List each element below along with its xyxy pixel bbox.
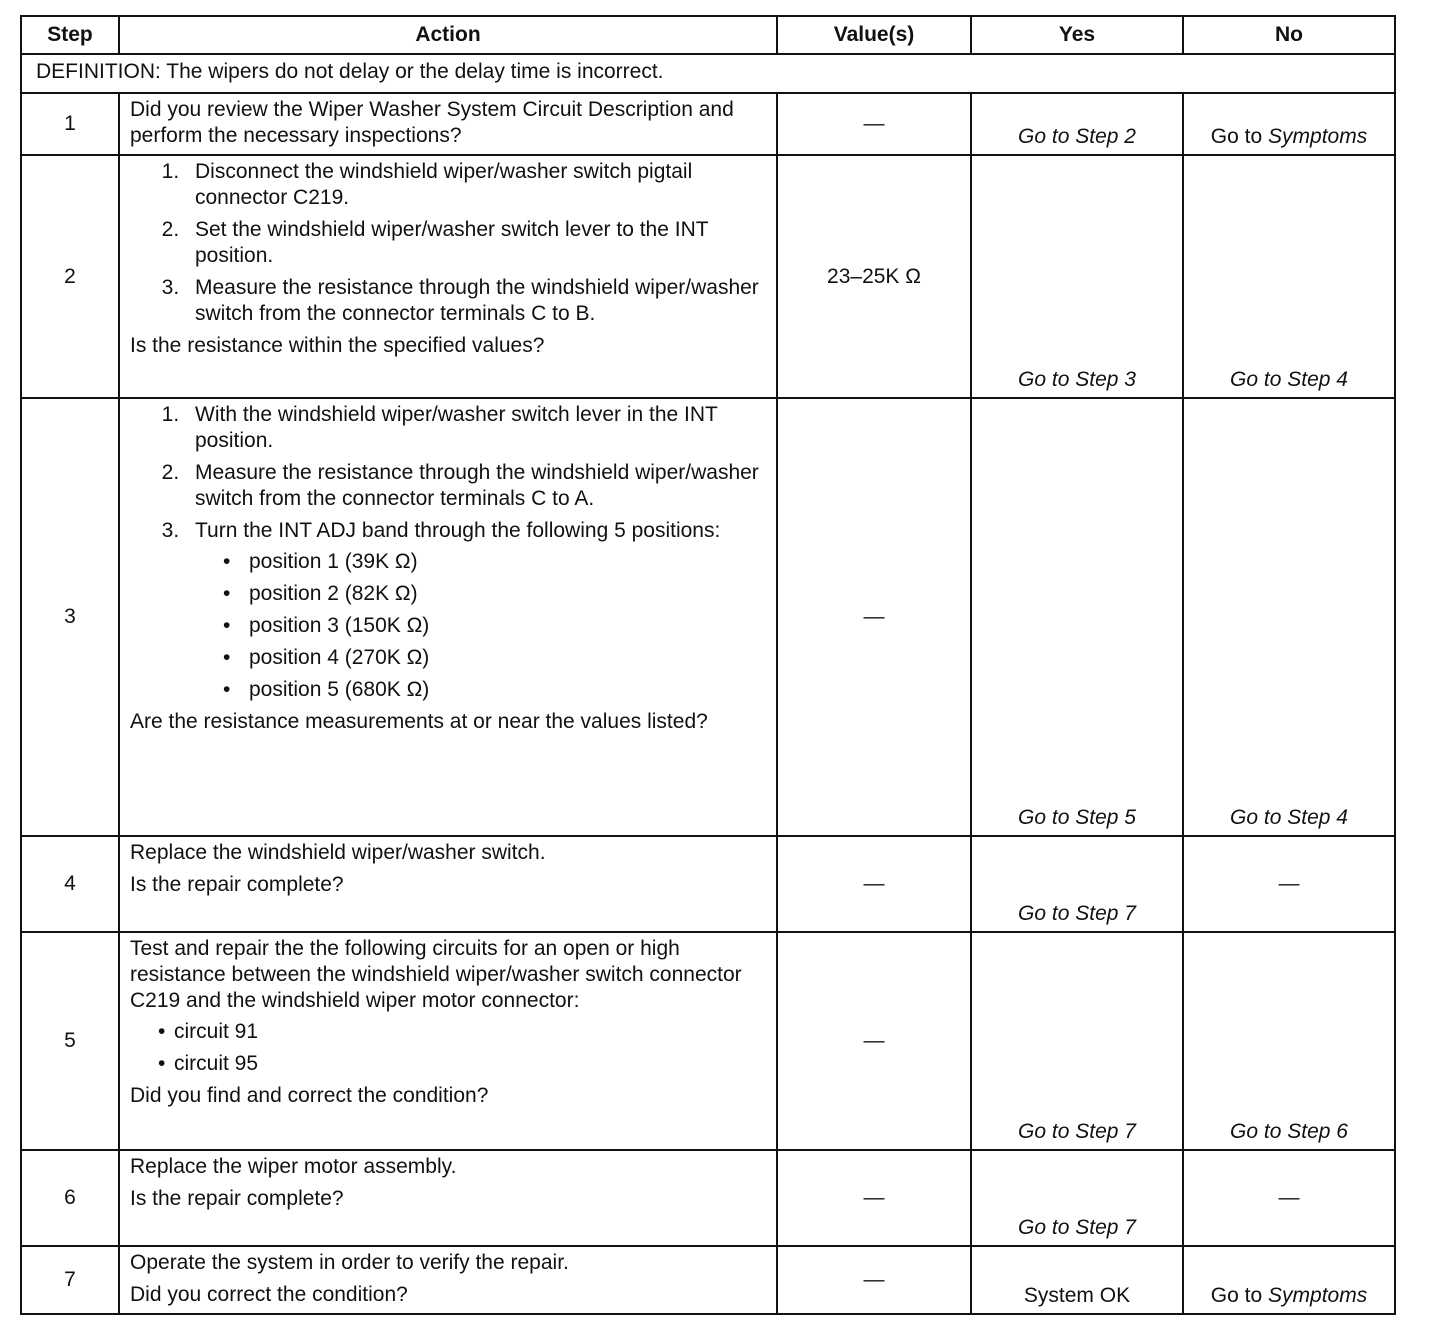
action-step: 2. Set the windshield wiper/washer switch lever to the INT position. <box>185 217 766 269</box>
header-values: Value(s) <box>777 16 971 54</box>
action-step: 1. With the windshield wiper/washer switch lever in the INT position. <box>185 402 766 454</box>
step-number: 6 <box>21 1150 119 1246</box>
action-step: 3. Measure the resistance through the windshield wiper/washer switch from the connector terminals C to B. <box>185 275 766 327</box>
header-step: Step <box>21 16 119 54</box>
action-question: Did you find and correct the condition? <box>130 1084 489 1107</box>
action-steps <box>130 402 766 703</box>
value-cell: — <box>777 93 971 155</box>
action-text: Replace the wiper motor assembly. <box>130 1155 457 1178</box>
action-text: Did you review the Wiper Washer System Circuit Description and perform the necessary inspections? <box>130 98 734 147</box>
step-number: 5 <box>21 932 119 1150</box>
action-steps <box>130 159 766 327</box>
yes-text: Go to Step 7 <box>1018 1120 1136 1143</box>
action-step <box>185 518 766 703</box>
yes-text: Go to Step 3 <box>1018 368 1136 391</box>
yes-cell <box>971 93 1183 155</box>
yes-cell <box>971 155 1183 398</box>
diagnostic-table <box>20 15 1396 1315</box>
step-number: 1 <box>21 93 119 155</box>
no-cell <box>1183 155 1395 398</box>
action-step: 2. Measure the resistance through the windshield wiper/washer switch from the connector terminals C to A. <box>185 460 766 512</box>
yes-text: Go to Step 2 <box>1018 125 1136 148</box>
action-text: Operate the system in order to verify the repair. <box>130 1251 569 1274</box>
no-text: Go to <box>1210 1284 1263 1307</box>
step-number: 4 <box>21 836 119 932</box>
no-cell: — <box>1183 1150 1395 1246</box>
value-cell: — <box>777 1150 971 1246</box>
value-cell: — <box>777 1246 971 1314</box>
yes-text: Go to Step 7 <box>1018 902 1136 925</box>
action-question: Is the repair complete? <box>130 1187 344 1210</box>
table-row <box>21 1246 1395 1314</box>
table-row <box>21 93 1395 155</box>
value-cell: — <box>777 398 971 836</box>
yes-text: Go to Step 7 <box>1018 1216 1136 1239</box>
action-cell <box>119 1150 777 1246</box>
action-question: Are the resistance measurements at or near the values listed? <box>130 710 708 733</box>
table-row <box>21 155 1395 398</box>
list-item: • circuit 91 <box>174 1019 766 1045</box>
step-number: 2 <box>21 155 119 398</box>
yes-text: Go to Step 5 <box>1018 806 1136 829</box>
no-text: Go to Step 4 <box>1230 806 1348 829</box>
table-row <box>21 1150 1395 1246</box>
action-text: Test and repair the the following circuits for an open or high resistance between the windshield wiper/washer switch connector C219 and the windshield wiper motor connector: <box>130 937 742 1012</box>
action-cell <box>119 155 777 398</box>
yes-cell <box>971 932 1183 1150</box>
value-cell: 23–25K Ω <box>777 155 971 398</box>
header-action: Action <box>119 16 777 54</box>
no-text: Go to Step 6 <box>1230 1120 1348 1143</box>
no-link: Symptoms <box>1268 125 1368 148</box>
no-cell: — <box>1183 836 1395 932</box>
action-question: Is the resistance within the specified values? <box>130 334 545 357</box>
no-text: Go to Step 4 <box>1230 368 1348 391</box>
definition-text: DEFINITION: The wipers do not delay or the delay time is incorrect. <box>21 54 1395 93</box>
yes-cell: System OK <box>971 1246 1183 1314</box>
circuit-list <box>130 1019 766 1077</box>
definition-row <box>21 54 1395 93</box>
position-list <box>195 549 766 703</box>
action-step-text: Turn the INT ADJ band through the following 5 positions: <box>195 519 721 542</box>
list-item: • position 4 (270K Ω) <box>239 645 766 671</box>
table-row <box>21 398 1395 836</box>
value-cell: — <box>777 932 971 1150</box>
table-row <box>21 836 1395 932</box>
action-cell <box>119 1246 777 1314</box>
table-row <box>21 932 1395 1150</box>
list-item: • circuit 95 <box>174 1051 766 1077</box>
no-cell <box>1183 93 1395 155</box>
action-cell <box>119 836 777 932</box>
header-yes: Yes <box>971 16 1183 54</box>
action-question: Is the repair complete? <box>130 873 344 896</box>
step-number: 3 <box>21 398 119 836</box>
header-row <box>21 16 1395 54</box>
no-cell <box>1183 398 1395 836</box>
no-cell <box>1183 932 1395 1150</box>
action-cell <box>119 932 777 1150</box>
action-text: Replace the windshield wiper/washer switch. <box>130 841 546 864</box>
yes-cell <box>971 836 1183 932</box>
action-cell <box>119 398 777 836</box>
value-cell: — <box>777 836 971 932</box>
no-cell <box>1183 1246 1395 1314</box>
yes-cell <box>971 1150 1183 1246</box>
action-cell <box>119 93 777 155</box>
no-link: Symptoms <box>1268 1284 1368 1307</box>
list-item: • position 2 (82K Ω) <box>239 581 766 607</box>
yes-cell <box>971 398 1183 836</box>
list-item: • position 1 (39K Ω) <box>239 549 766 575</box>
action-step: 1. Disconnect the windshield wiper/washer switch pigtail connector C219. <box>185 159 766 211</box>
no-text: Go to <box>1210 125 1263 148</box>
header-no: No <box>1183 16 1395 54</box>
list-item: • position 5 (680K Ω) <box>239 677 766 703</box>
step-number: 7 <box>21 1246 119 1314</box>
action-question: Did you correct the condition? <box>130 1283 408 1306</box>
list-item: • position 3 (150K Ω) <box>239 613 766 639</box>
